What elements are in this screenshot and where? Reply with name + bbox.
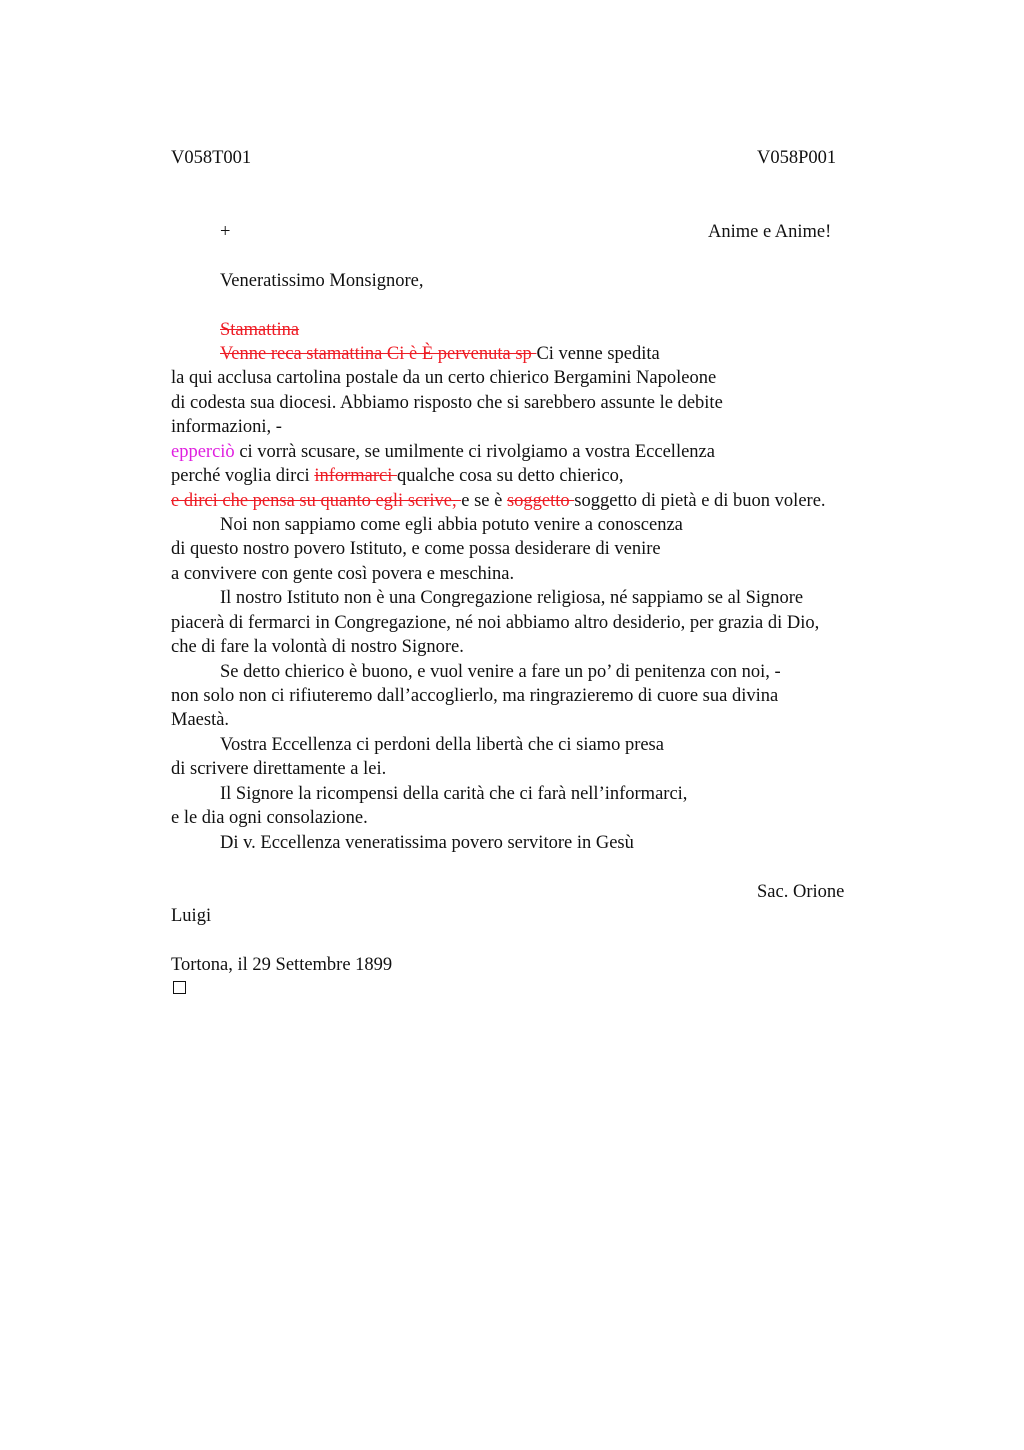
line-text: qualche cosa su detto chierico,: [397, 466, 624, 486]
letter-line: [171, 464, 624, 488]
inserted-text: epperciò: [171, 442, 235, 462]
letter-line: piacerà di fermarci in Congregazione, né noi abbiamo altro desiderio, per grazia di Dio,: [171, 613, 820, 633]
line-text: perché voglia dirci: [171, 466, 315, 486]
letter-line: Maestà.: [171, 710, 230, 730]
deleted-text: e dirci che pensa su quanto egli scrive,: [171, 491, 462, 511]
letter-line: [220, 342, 660, 366]
closing-line: Di v. Eccellenza veneratissima povero servitore in Gesù: [220, 833, 634, 853]
cross-mark: +: [220, 222, 231, 242]
letter-line: [171, 440, 715, 464]
letter-line: [171, 489, 826, 513]
letter-line: Noi non sappiamo come egli abbia potuto venire a conoscenza: [220, 515, 683, 535]
letter-line: che di fare la volontà di nostro Signore.: [171, 637, 464, 657]
letter-line: di scrivere direttamente a lei.: [171, 759, 387, 779]
letter-line: Vostra Eccellenza ci perdoni della libertà che ci siamo presa: [220, 735, 664, 755]
deleted-text: informarci: [314, 466, 398, 486]
letter-line: informazioni, -: [171, 417, 282, 437]
letter-line: non solo non ci rifiuteremo dall’accoglierlo, ma ringrazieremo di cuore sua divina: [171, 686, 779, 706]
line-text: e se è: [461, 491, 507, 511]
deleted-text: Venne reca stamattina Ci è È pervenuta sp: [220, 344, 537, 364]
letter-line: di questo nostro povero Istituto, e come possa desiderare di venire: [171, 539, 661, 559]
salutation: Veneratissimo Monsignore,: [220, 271, 424, 291]
letter-line: e le dia ogni consolazione.: [171, 808, 368, 828]
checkbox-square-icon: [173, 981, 186, 994]
letter-line: [220, 318, 299, 342]
letter-line: Il Signore la ricompensi della carità che ci farà nell’informarci,: [220, 784, 688, 804]
deleted-text: Stamattina: [220, 320, 300, 340]
signature-title: Sac. Orione: [757, 882, 845, 902]
line-text: Ci venne spedita: [536, 344, 660, 364]
line-text: soggetto di pietà e di buon volere.: [574, 491, 826, 511]
place-date: Tortona, il 29 Settembre 1899: [171, 955, 393, 975]
letter-line: Se detto chierico è buono, e vuol venire a fare un po’ di penitenza con noi, -: [220, 662, 781, 682]
letter-line: di codesta sua diocesi. Abbiamo risposto che si sarebbero assunte le debite: [171, 393, 723, 413]
deleted-text: soggetto: [506, 491, 575, 511]
motto: Anime e Anime!: [708, 222, 832, 242]
line-text: ci vorrà scusare, se umilmente ci rivolgiamo a vostra Eccellenza: [234, 442, 715, 462]
signature-first-name: Luigi: [171, 906, 212, 926]
letter-line: a convivere con gente così povera e meschina.: [171, 564, 515, 584]
document-code-right: V058P001: [757, 148, 837, 168]
letter-line: Il nostro Istituto non è una Congregazione religiosa, né sappiamo se al Signore: [220, 588, 804, 608]
document-code-left: V058T001: [171, 148, 252, 168]
letter-line: la qui acclusa cartolina postale da un certo chierico Bergamini Napoleone: [171, 368, 717, 388]
